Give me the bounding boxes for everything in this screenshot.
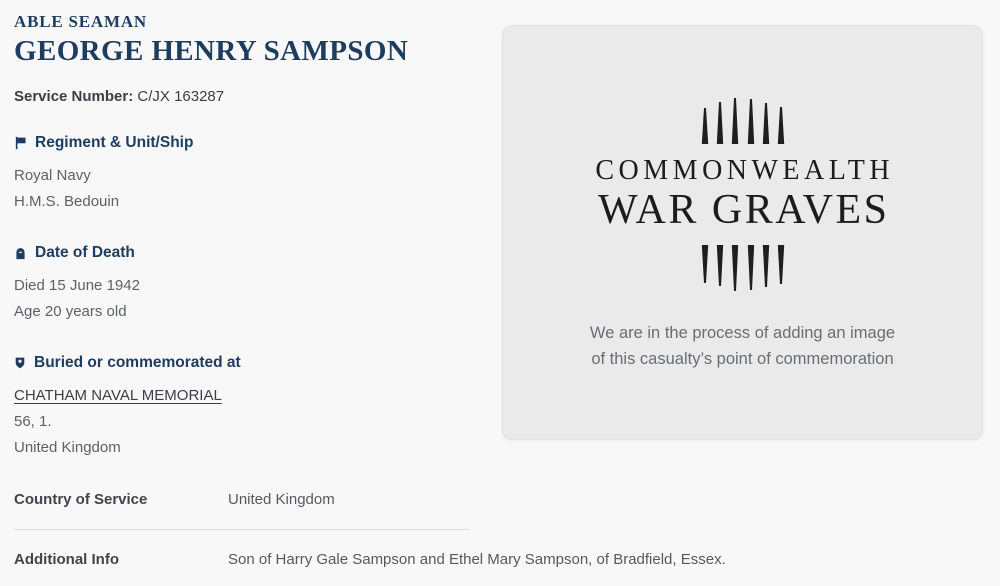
- death-date-line: Died 15 June 1942: [14, 277, 140, 294]
- section-commemoration-heading: [14, 354, 494, 372]
- image-pending-caption: [590, 320, 895, 372]
- table-row: [14, 483, 954, 517]
- casualty-summary: [14, 8, 494, 461]
- image-pending-caption-line1: We are in the process of adding an image: [589, 324, 896, 342]
- memorial-shield-icon: [14, 356, 26, 370]
- row-divider: [14, 529, 470, 530]
- additional-info-label: Additional Info: [14, 551, 119, 568]
- service-number-row: [14, 88, 494, 105]
- cwgc-logo: [591, 98, 894, 291]
- headstone-icon: [14, 246, 27, 260]
- section-commemoration-title: Buried or commemorated at: [34, 354, 241, 371]
- cwgc-logo-bottom-blades-icon: [699, 245, 787, 291]
- service-number-label: Service Number:: [14, 88, 134, 105]
- cwgc-logo-text-line1: COMMONWEALTH: [595, 155, 895, 186]
- section-date-of-death: [14, 244, 494, 325]
- section-regiment-lines: [14, 163, 494, 215]
- country-of-service-label: Country of Service: [14, 491, 148, 508]
- section-death-lines: [14, 273, 494, 325]
- memorial-link[interactable]: CHATHAM NAVAL MEMORIAL: [14, 387, 222, 404]
- section-regiment: [14, 134, 494, 215]
- section-death-heading: [14, 244, 494, 262]
- grave-reference-line: 56, 1.: [14, 413, 52, 430]
- commemoration-image-placeholder: [502, 25, 983, 440]
- section-commemoration-lines: [14, 383, 494, 461]
- details-table: [14, 483, 954, 577]
- country-of-service-value: United Kingdom: [228, 491, 335, 508]
- unit-ship-line: H.M.S. Bedouin: [14, 193, 120, 210]
- casualty-rank: ABLE SEAMAN: [14, 12, 148, 31]
- table-row: [14, 543, 954, 577]
- section-regiment-title: Regiment & Unit/Ship: [35, 134, 194, 151]
- memorial-country-line: United Kingdom: [14, 439, 121, 456]
- page-title: GEORGE HENRY SAMPSON: [14, 35, 409, 67]
- section-commemoration: [14, 354, 494, 461]
- regiment-line: Royal Navy: [14, 167, 91, 184]
- cwgc-logo-top-blades-icon: [699, 98, 787, 144]
- flag-icon: [14, 136, 27, 150]
- image-pending-caption-line2: of this casualty’s point of commemoration: [591, 350, 894, 368]
- section-death-title: Date of Death: [35, 244, 135, 261]
- age-line: Age 20 years old: [14, 303, 127, 320]
- service-number-value: C/JX 163287: [137, 88, 225, 105]
- section-regiment-heading: [14, 134, 494, 152]
- additional-info-value: Son of Harry Gale Sampson and Ethel Mary Sampson, of Bradfield, Essex.: [228, 551, 726, 568]
- cwgc-logo-text-line2: WAR GRAVES: [598, 187, 890, 233]
